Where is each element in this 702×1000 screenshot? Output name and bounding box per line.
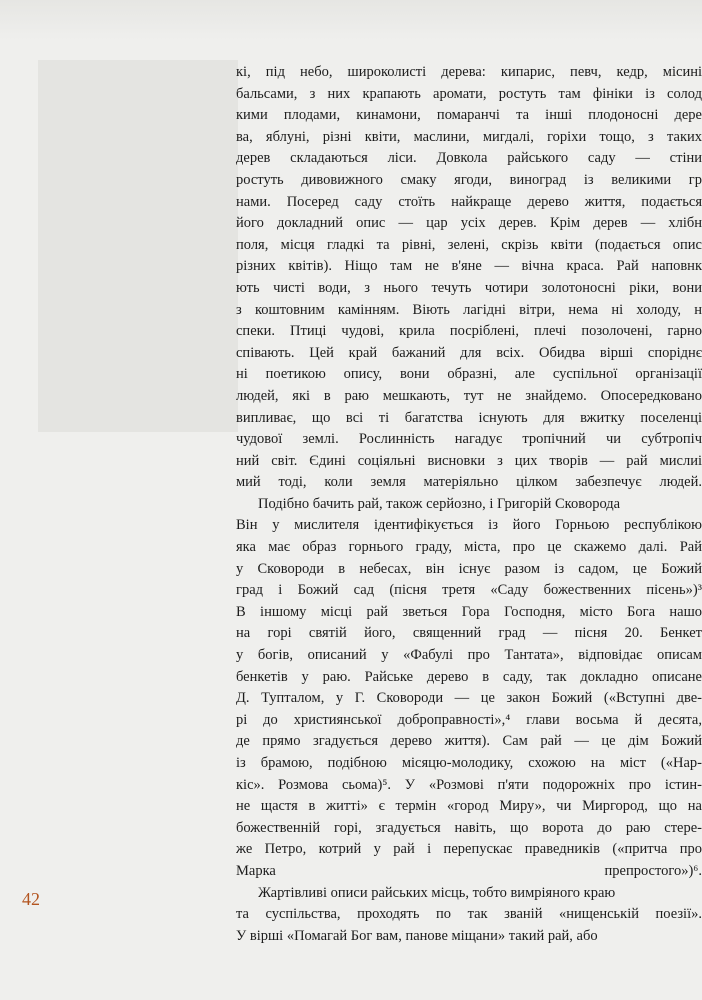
text-line: не щастя в житті» є термін «город Миру», чи Миргород, що на <box>236 798 702 815</box>
text-line: чудової землі. Рослинність нагадує тропічний чи субтропіч <box>236 431 702 448</box>
text-line: у Сковороди в небесах, він існує разом із садом, це Божий <box>236 560 702 577</box>
text-line: кі, під небо, широколисті дерева: кипарис, певч, кедр, місині <box>236 64 702 80</box>
text-line: людей, які в раю мешкають, тут не знайдемо. Опосередковано <box>236 387 702 404</box>
page-shadow <box>0 0 702 40</box>
text-line: випливає, що всі ті багатства існують для вжитку поселенці <box>236 409 702 426</box>
text-line: ростуть дивовижного смаку ягоди, виноград із великими гр <box>236 171 702 188</box>
text-line: поля, місця гладкі та рівні, зелені, скрізь квіти (подається опис <box>236 236 702 253</box>
text-line: його докладний опис — цар усіх дерев. Крім дерев — хлібн <box>236 215 702 232</box>
text-line: мий тоді, коли земля матеріяльно цілком забезпечує людей. <box>236 474 702 491</box>
page-number: 42 <box>22 889 40 909</box>
text-line: різних квітів). Ніщо там не в'яне — вічна краса. Рай наповнк <box>236 258 702 275</box>
text-line: на горі святій його, священний град — пісня 20. Бенкет <box>236 625 702 642</box>
text-line: Д. Тупталом, у Г. Сковороди — це закон Божий («Вступні две- <box>236 690 702 707</box>
text-line: кими плодами, кинамони, помаранчі та інші плодоносні дере <box>236 107 702 124</box>
text-line: яка має образ горнього граду, міста, про це скажемо далі. Рай <box>236 539 702 556</box>
text-line: Марка препростого»)⁶. <box>236 862 702 879</box>
text-line: спеки. Птиці чудові, крила посріблені, плечі позолочені, гарно <box>236 323 702 340</box>
text-line: бальсами, з них крапають аромати, ростуть там фініки із солод <box>236 85 702 102</box>
text-line: ють чисті води, з нього течуть чотири золотоносні ріки, вони <box>236 279 702 296</box>
text-line: град і Божий сад (пісня третя «Саду божественних пісень»)³ <box>236 582 702 599</box>
text-line: нами. Посеред саду стоїть найкраще дерево життя, подається <box>236 193 702 210</box>
text-line: ний світ. Єдині соціяльні висновки з цих творів — рай мислиі <box>236 452 702 469</box>
main-text <box>236 62 702 947</box>
text-line: та суспільства, проходять по так званій «нищенській поезії». <box>236 906 702 923</box>
text-line: із брамою, подібною місяцю-молодику, схожою на міст («Нар- <box>236 755 702 771</box>
text-line: У вірші «Помагай Бог вам, панове міщани» такий рай, або <box>236 927 598 944</box>
text-line: божественній горі, згадується навіть, що ворота до раю стере- <box>236 819 702 836</box>
text-line: рі до християнської доброправності»,⁴ глави восьма й десята, <box>236 711 702 728</box>
text-line: Подібно бачить рай, також серйозно, і Григорій Сковорода <box>258 495 621 512</box>
text-line: де прямо згадується дерево життя). Сам рай — це дім Божий <box>236 733 702 750</box>
faded-illustration <box>38 60 238 432</box>
text-line: з коштовним камінням. Віють лагідні вітри, нема ні холоду, н <box>236 301 702 318</box>
text-line: співають. Цей край бажаний для всіх. Обидва вірші споріднє <box>236 344 702 361</box>
text-line: В іншому місці рай зветься Гора Господня, місто Бога нашо <box>236 603 702 620</box>
text-line: кіс». Розмова сьома)⁵. У «Розмові п'яти подорожніх про істин- <box>236 776 702 793</box>
text-line: Жартівливі описи райських місць, тобто вимріяного краю <box>258 884 616 901</box>
text-line: Він у мислителя ідентифікується із його Горньою республікою <box>236 517 702 534</box>
text-line: ва, яблуні, різні квіти, маслини, мигдалі, горіхи тощо, з таких <box>236 128 702 145</box>
text-line: ні поетикою опису, вони образні, але суспільної організації <box>236 366 702 383</box>
text-line: у богів, описаний у «Фабулі про Тантата», відповідає описам <box>236 647 702 664</box>
text-line: бенкетів у раю. Райське дерево в саду, так докладно описане <box>236 668 702 685</box>
text-line: же Петро, котрий у рай і перепускає праведників («притча про <box>236 841 702 858</box>
text-line: дерев складаються ліси. Довкола райського саду — стіни <box>236 150 702 167</box>
